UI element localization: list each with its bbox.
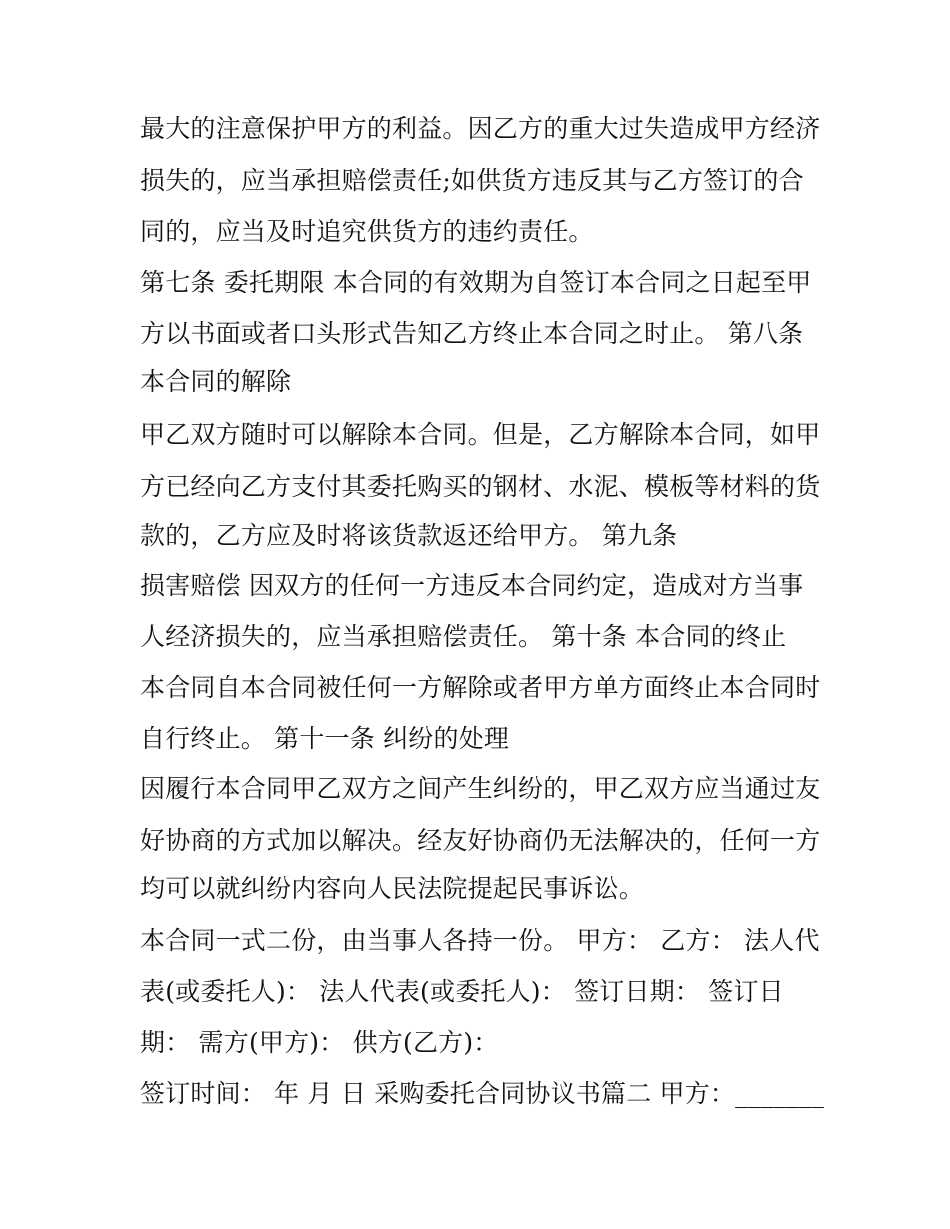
document-line: 因履行本合同甲乙双方之间产生纠纷的，甲乙双方应当通过友 bbox=[140, 774, 821, 803]
document-line: 自行终止。 第十一条 纠纷的处理 bbox=[140, 724, 510, 753]
document-line: 签订时间： 年 月 日 采购委托合同协议书篇二 甲方：_______ bbox=[140, 1079, 825, 1108]
document-line: 甲乙双方随时可以解除本合同。但是，乙方解除本合同，如甲 bbox=[140, 420, 821, 449]
document-line: 期： 需方(甲方)： 供方(乙方)： bbox=[140, 1028, 499, 1057]
document-line: 第七条 委托期限 本合同的有效期为自签订本合同之日起至甲 bbox=[140, 268, 812, 297]
document-line: 本合同的解除 bbox=[140, 367, 292, 396]
document-line: 均可以就纠纷内容向人民法院提起民事诉讼。 bbox=[140, 874, 645, 903]
document-line: 同的，应当及时追究供货方的违约责任。 bbox=[140, 217, 594, 246]
document-line: 人经济损失的，应当承担赔偿责任。 第十条 本合同的终止 bbox=[140, 622, 787, 651]
document-line: 方已经向乙方支付其委托购买的钢材、水泥、模板等材料的货 bbox=[140, 472, 821, 501]
document-line: 本合同自本合同被任何一方解除或者甲方单方面终止本合同时 bbox=[140, 673, 821, 702]
document-line: 表(或委托人)： 法人代表(或委托人)： 签订日期： 签订日 bbox=[140, 977, 784, 1006]
document-line: 损害赔偿 因双方的任何一方违反本合同约定，造成对方当事 bbox=[140, 571, 804, 600]
document-line: 损失的，应当承担赔偿责任;如供货方违反其与乙方签订的合 bbox=[140, 166, 804, 195]
document-line: 方以书面或者口头形式告知乙方终止本合同之时止。 第八条 bbox=[140, 319, 804, 348]
document-line: 本合同一式二份，由当事人各持一份。 甲方： 乙方： 法人代 bbox=[140, 926, 820, 955]
document-line: 款的，乙方应及时将该货款返还给甲方。 第九条 bbox=[140, 521, 678, 550]
document-line: 好协商的方式加以解决。经友好协商仍无法解决的，任何一方 bbox=[140, 826, 821, 855]
document-line: 最大的注意保护甲方的利益。因乙方的重大过失造成甲方经济 bbox=[140, 114, 821, 143]
